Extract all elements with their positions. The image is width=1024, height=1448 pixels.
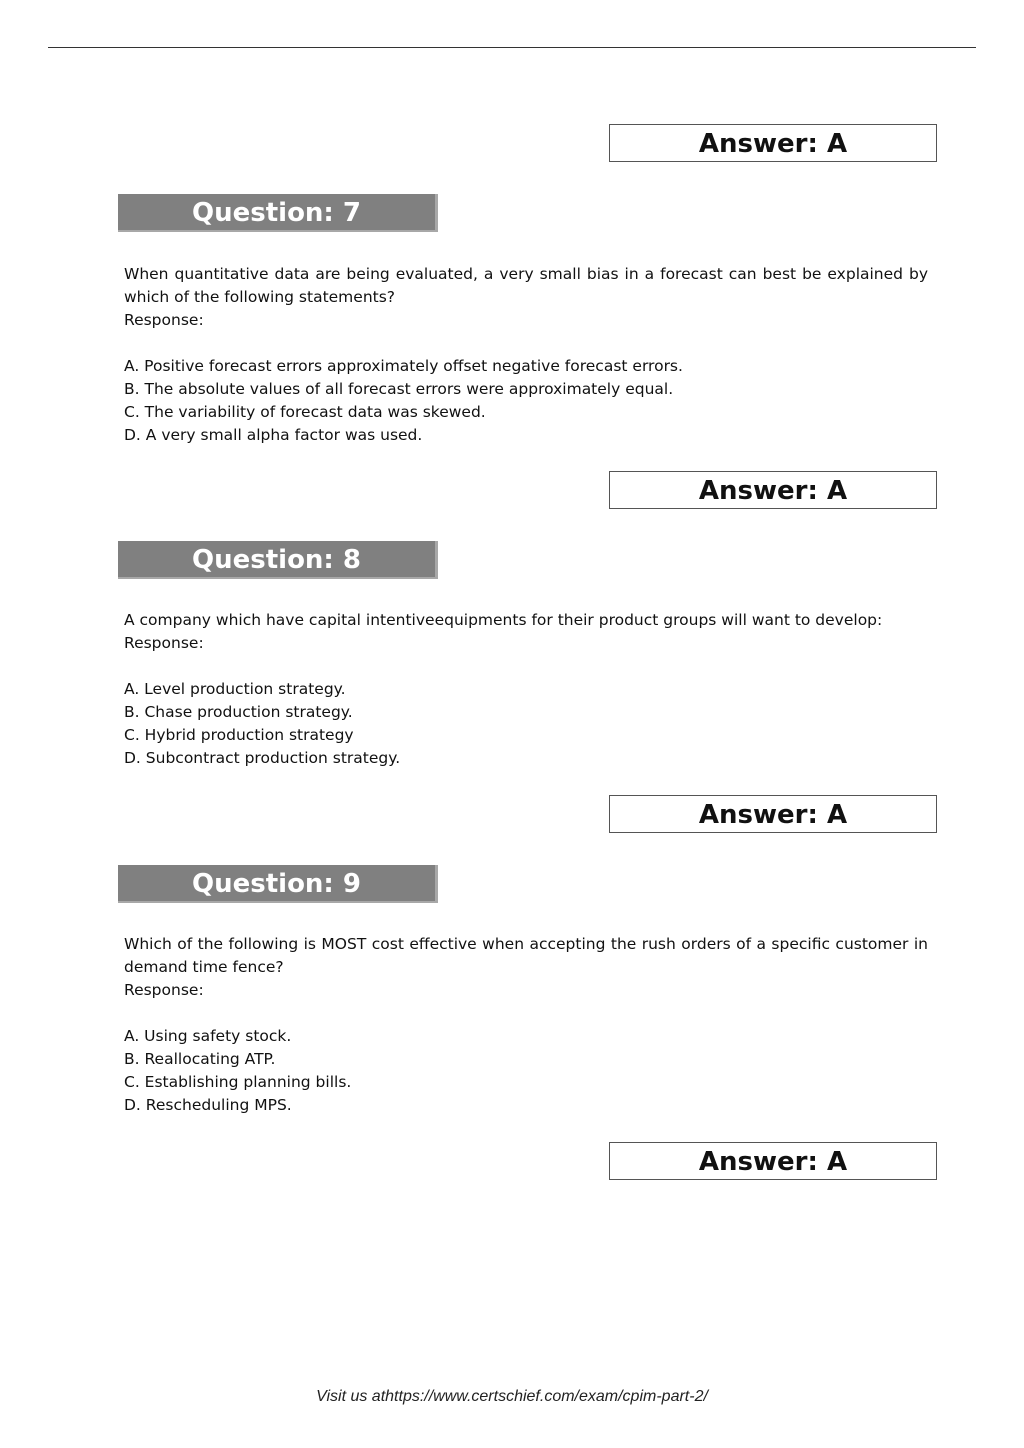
question-8-option-b: B. Chase production strategy.: [124, 703, 353, 721]
question-7-option-c: C. The variability of forecast data was skewed.: [124, 403, 486, 421]
question-7-response-label: Response:: [124, 311, 204, 329]
question-7-stem: When quantitative data are being evaluated, a very small bias in a forecast can best be explained by which of the following statements?: [124, 265, 928, 306]
question-7-header: Question: 7: [118, 194, 438, 232]
question-9-stem: Which of the following is MOST cost effective when accepting the rush orders of a specific customer in demand time fence?: [124, 935, 928, 976]
question-7-option-b: B. The absolute values of all forecast errors were approximately equal.: [124, 380, 674, 398]
question-7-answer-box: Answer: A: [609, 471, 937, 509]
question-8-option-d: D. Subcontract production strategy.: [124, 749, 401, 767]
question-8-option-a: A. Level production strategy.: [124, 680, 346, 698]
question-9-option-a: A. Using safety stock.: [124, 1027, 292, 1045]
question-9-response-label: Response:: [124, 981, 204, 999]
footer-link[interactable]: Visit us athttps://www.certschief.com/exam/cpim-part-2/: [316, 1388, 708, 1405]
question-7-option-d: D. A very small alpha factor was used.: [124, 426, 423, 444]
question-8-option-c: C. Hybrid production strategy: [124, 726, 354, 744]
question-9-answer-box: Answer: A: [609, 1142, 937, 1180]
question-8-header: Question: 8: [118, 541, 438, 579]
question-9-option-c: C. Establishing planning bills.: [124, 1073, 352, 1091]
question-8-answer-box: Answer: A: [609, 795, 937, 833]
question-9-option-b: B. Reallocating ATP.: [124, 1050, 276, 1068]
question-7-option-a: A. Positive forecast errors approximately offset negative forecast errors.: [124, 357, 683, 375]
question-8-response-label: Response:: [124, 634, 204, 652]
question-9-header: Question: 9: [118, 865, 438, 903]
header-rule: [48, 47, 976, 48]
question-9-option-d: D. Rescheduling MPS.: [124, 1096, 292, 1114]
answer-box-previous: Answer: A: [609, 124, 937, 162]
question-8-stem: A company which have capital intentiveequipments for their product groups will want to develop:: [124, 611, 883, 629]
